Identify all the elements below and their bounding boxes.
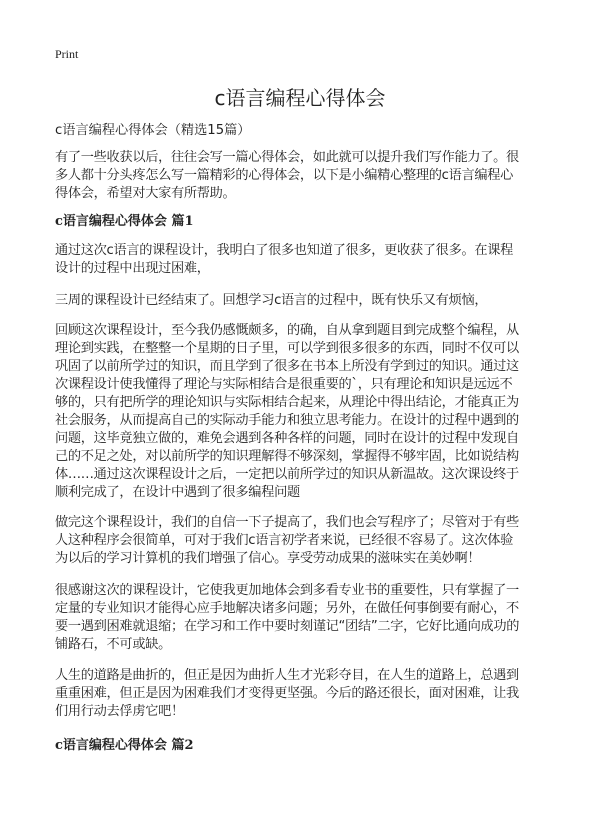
paragraph [55,322,519,502]
text-line: 设计的过程中出现过困难， [55,261,210,276]
text-line: 重重困难，但正是因为困难我们才变得更坚强。今后的路还很长，面对困难，让我 [55,686,519,701]
text-line: 做完这个课程设计，我们的自信一下子提高了，我们也会写程序了；尽管对于有些 [55,515,519,530]
text-line: 们用行动去俘虏它吧！ [55,704,184,719]
text-line: 次课程设计使我懂得了理论与实际相结合是很重要的`，只有理论和知识是远远不 [55,377,513,392]
paragraph [55,514,519,568]
text-line: 要一遇到困难就退缩；在学习和工作中要时刻谨记“团结”二字，它好比通向成功的 [55,619,520,634]
text-line: 铺路石，不可或缺。 [55,637,171,652]
text-line: 定量的专业知识才能得心应手地解决诸多问题；另外，在做任何事倒要有耐心，不 [55,601,519,616]
text-line: 够的，只有把所学的理论知识与实际相结合起来，从理论中得出结论，才能真正为 [55,395,519,410]
text-line: 顺利完成了，在设计中遇到了很多编程问题 [55,485,300,500]
section-heading-1: c语言编程心得体会 篇1 [55,214,194,229]
text-line: 多人都十分头疼怎么写一篇精彩的心得体会，以下是小编精心整理的c语言编程心 [55,168,514,183]
text-line: 很感谢这次的课程设计，它使我更加地体会到多看专业书的重要性，只有掌握了一 [55,583,519,598]
text-line: 回顾这次课程设计，至今我仍感慨颇多，的确，自从拿到题目到完成整个编程，从 [55,323,519,338]
document-title: c语言编程心得体会 [214,86,386,110]
text-line: 通过这次c语言的课程设计，我明白了很多也知道了很多，更收获了很多。在课程 [55,243,514,258]
intro-paragraph [55,149,519,203]
text-line: 三周的课程设计已经结束了。回想学习c语言的过程中，既有快乐又有烦恼， [55,293,488,308]
section-heading-2: c语言编程心得体会 篇2 [55,738,194,753]
text-line: 理论到实践，在整整一个星期的日子里，可以学到很多很多的东西，同时不仅可以 [55,341,519,356]
paragraph [55,242,513,278]
print-label: Print [55,47,79,61]
paragraph [55,292,487,310]
paragraph [55,667,519,721]
text-line: 体……通过这次课程设计之后，一定把以前所学过的知识从新温故。这次课设终于 [55,467,519,482]
text-line: 巩固了以前所学过的知识，而且学到了很多在书本上所没有学到过的知识。通过这 [55,359,519,374]
paragraph [55,582,519,654]
text-line: 人生的道路是曲折的，但正是因为曲折人生才光彩夺目，在人生的道路上，总遇到 [55,668,519,683]
text-line: 社会服务，从而提高自己的实际动手能力和独立思考能力。在设计的过程中遇到的 [55,413,519,428]
text-line: 有了一些收获以后，往往会写一篇心得体会，如此就可以提升我们写作能力了。很 [55,150,519,165]
text-line: 为以后的学习计算机的我们增强了信心。享受劳动成果的滋味实在美妙啊！ [55,551,481,566]
text-line: 己的不足之处，对以前所学的知识理解得不够深刻，掌握得不够牢固，比如说结构 [55,449,519,464]
text-line: 问题，这毕竟独立做的，难免会遇到各种各样的问题，同时在设计的过程中发现自 [55,431,519,446]
subtitle: c语言编程心得体会（精选15篇） [55,123,251,138]
text-line: 得体会，希望对大家有所帮助。 [55,186,236,201]
text-line: 人这种程序会很简单，可对于我们c语言初学者来说，已经很不容易了。这次体验 [55,533,514,548]
